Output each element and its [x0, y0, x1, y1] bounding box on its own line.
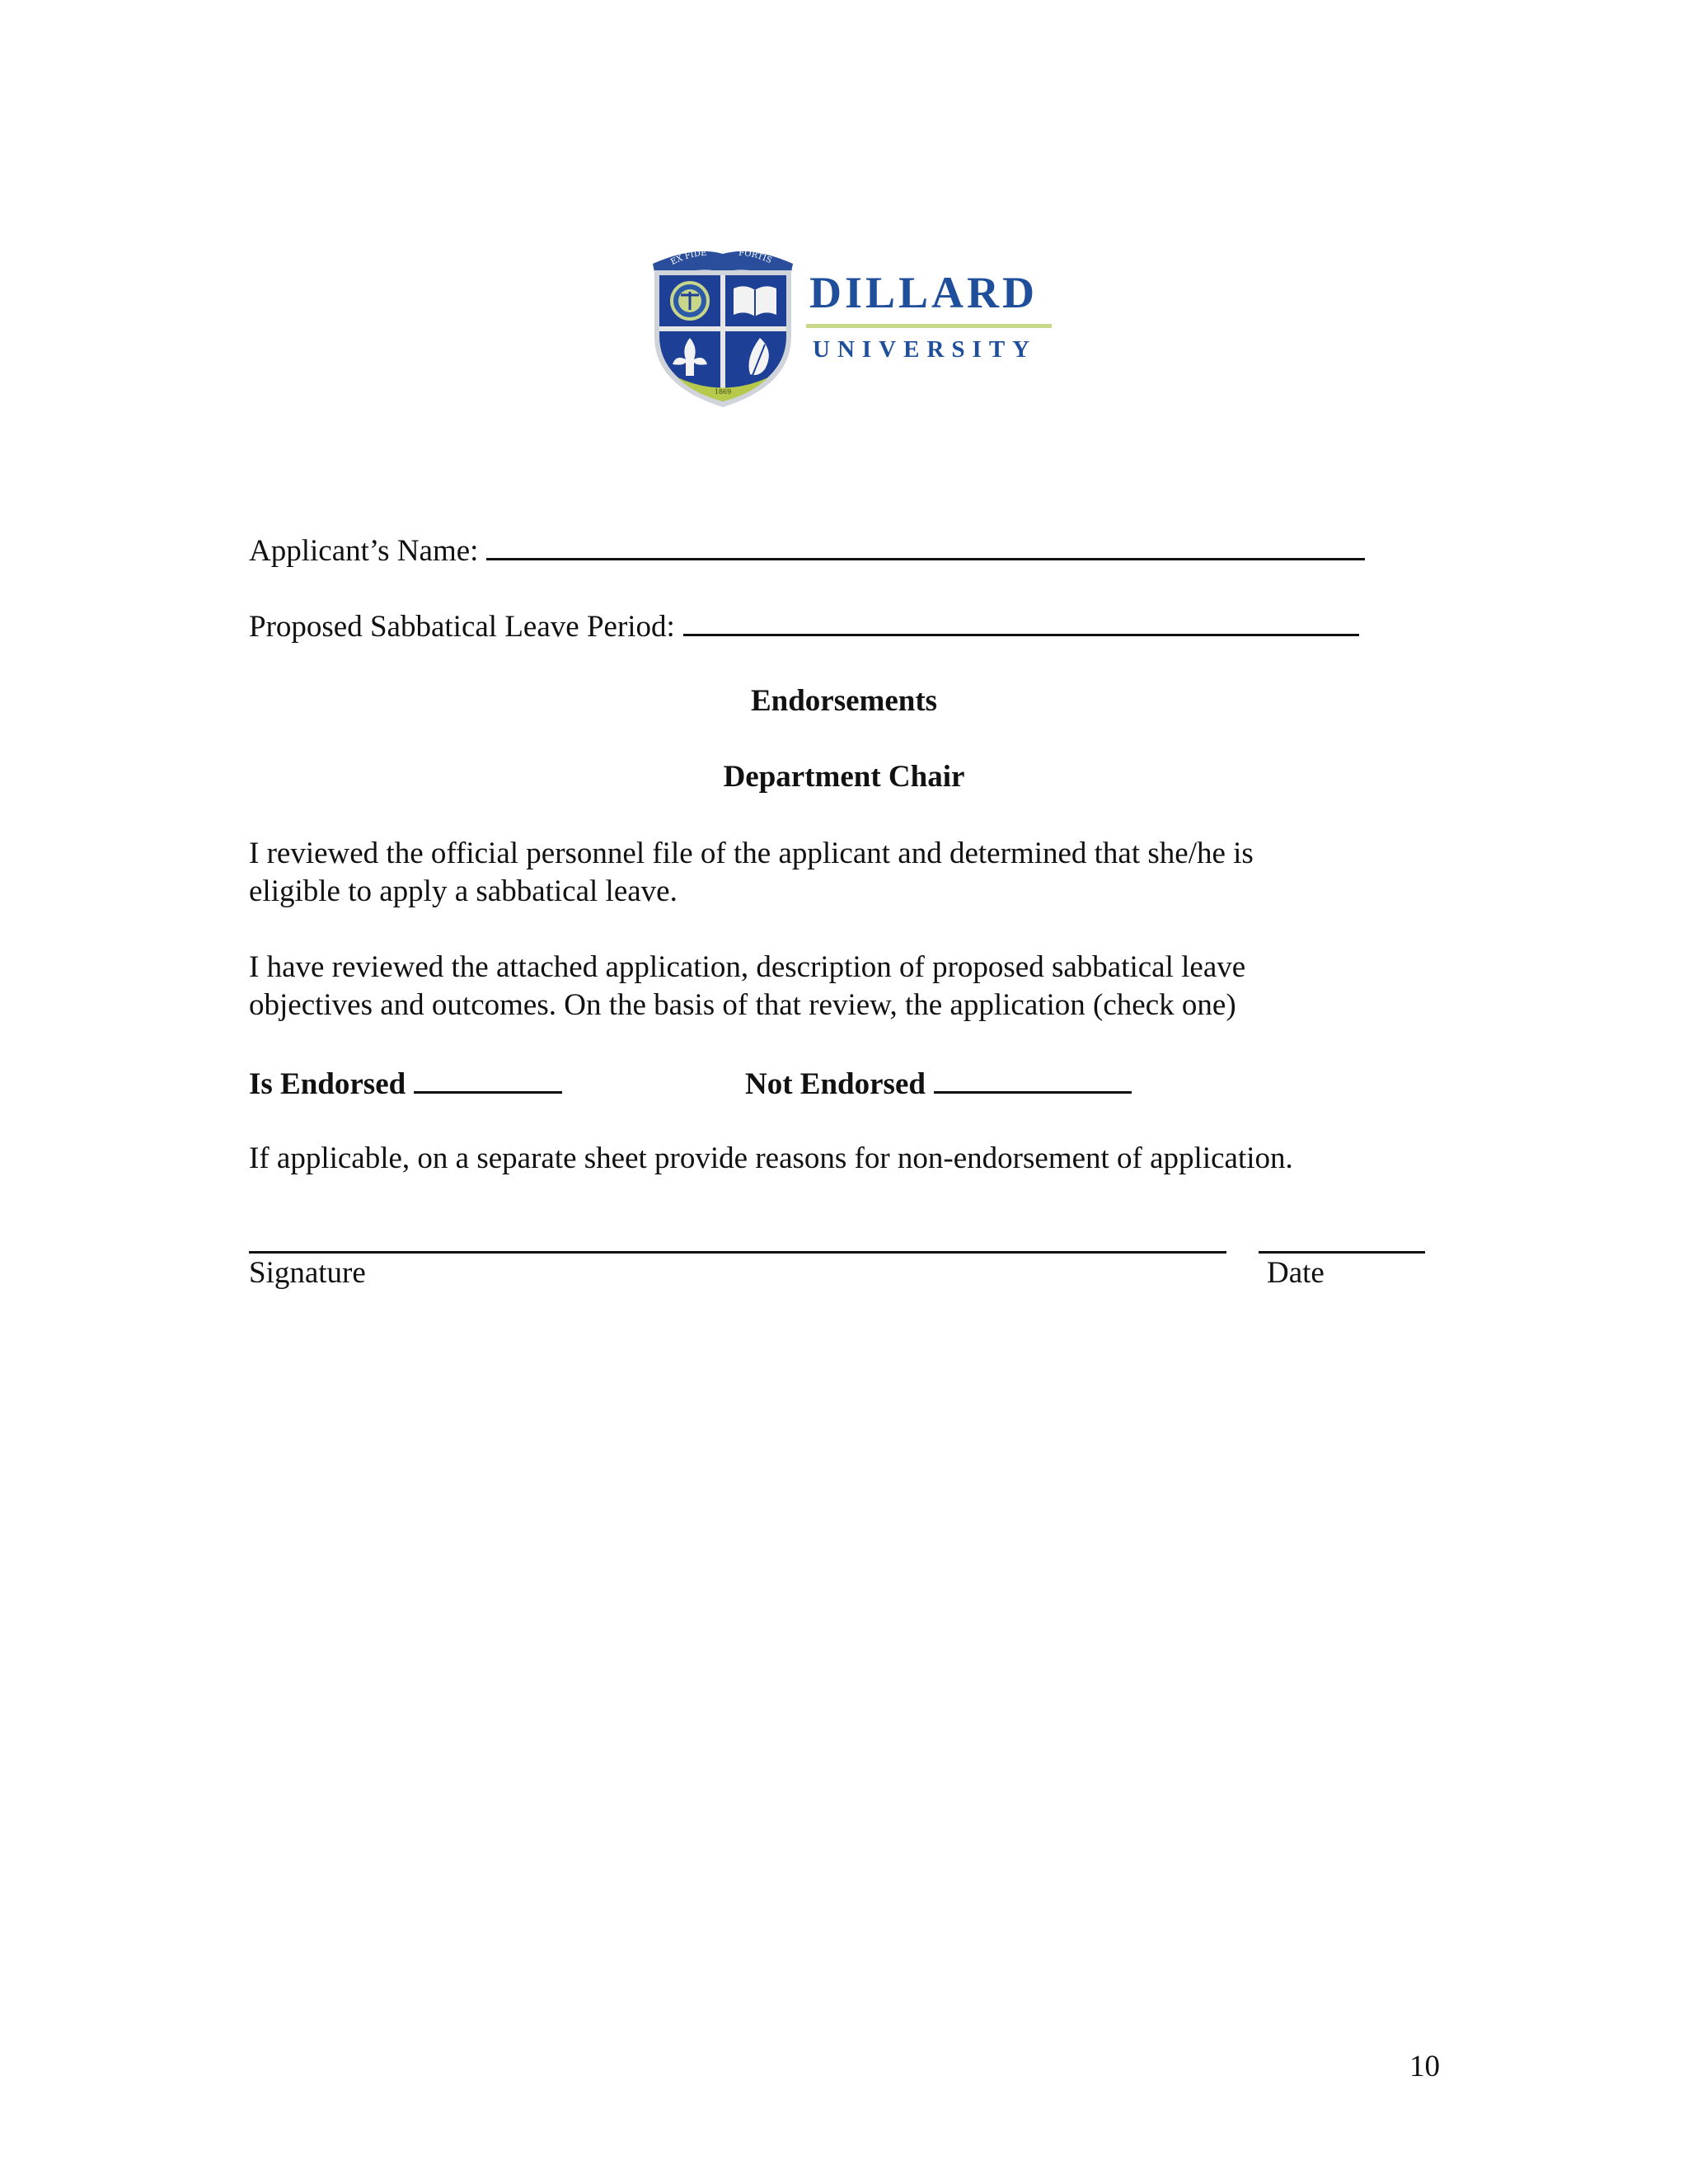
applicant-name-field — [249, 530, 1365, 570]
is-endorsed-blank[interactable] — [414, 1063, 562, 1094]
svg-text:FORTIS: FORTIS — [738, 248, 773, 266]
paragraph-line: eligible to apply a sabbatical leave. — [249, 874, 678, 908]
signature-label: Signature — [249, 1256, 366, 1290]
paragraph-line: I reviewed the official personnel file of the applicant and determined that she/he is — [249, 837, 1254, 870]
date-label: Date — [1267, 1256, 1325, 1290]
logo-divider — [806, 324, 1052, 328]
not-endorsed-label: Not Endorsed — [745, 1067, 926, 1101]
shield-crest-icon — [645, 246, 801, 410]
is-endorsed-label: Is Endorsed — [249, 1067, 406, 1101]
department-chair-heading: Department Chair — [723, 760, 965, 794]
logo-subtitle: UNIVERSITY — [813, 336, 1038, 363]
leave-period-blank[interactable] — [683, 606, 1359, 636]
logo-wordmark: DILLARD — [809, 268, 1039, 317]
applicant-name-blank[interactable] — [486, 530, 1365, 560]
paragraph-file-review — [249, 835, 1485, 911]
signature-line[interactable] — [249, 1251, 1226, 1254]
leave-period-label: Proposed Sabbatical Leave Period: — [249, 610, 675, 644]
leave-period-field — [249, 606, 1359, 646]
not-endorsed-blank[interactable] — [934, 1063, 1132, 1094]
applicant-name-label: Applicant’s Name: — [249, 534, 479, 568]
page-number: 10 — [1409, 2050, 1440, 2083]
paragraph-application-review — [249, 949, 1485, 1024]
is-endorsed-option — [249, 1063, 562, 1104]
not-endorsed-option — [745, 1063, 1132, 1104]
endorsements-heading: Endorsements — [750, 684, 938, 718]
non-endorsement-note: If applicable, on a separate sheet provide reasons for non-endorsement of application. — [249, 1141, 1293, 1175]
paragraph-line: I have reviewed the attached application, description of proposed sabbatical leave — [249, 950, 1246, 984]
date-line[interactable] — [1259, 1251, 1425, 1254]
university-logo — [645, 246, 1057, 410]
svg-text:1869: 1869 — [714, 388, 732, 396]
paragraph-line: objectives and outcomes. On the basis of that review, the application (check one) — [249, 988, 1236, 1022]
svg-text:EX FIDE: EX FIDE — [669, 248, 707, 267]
